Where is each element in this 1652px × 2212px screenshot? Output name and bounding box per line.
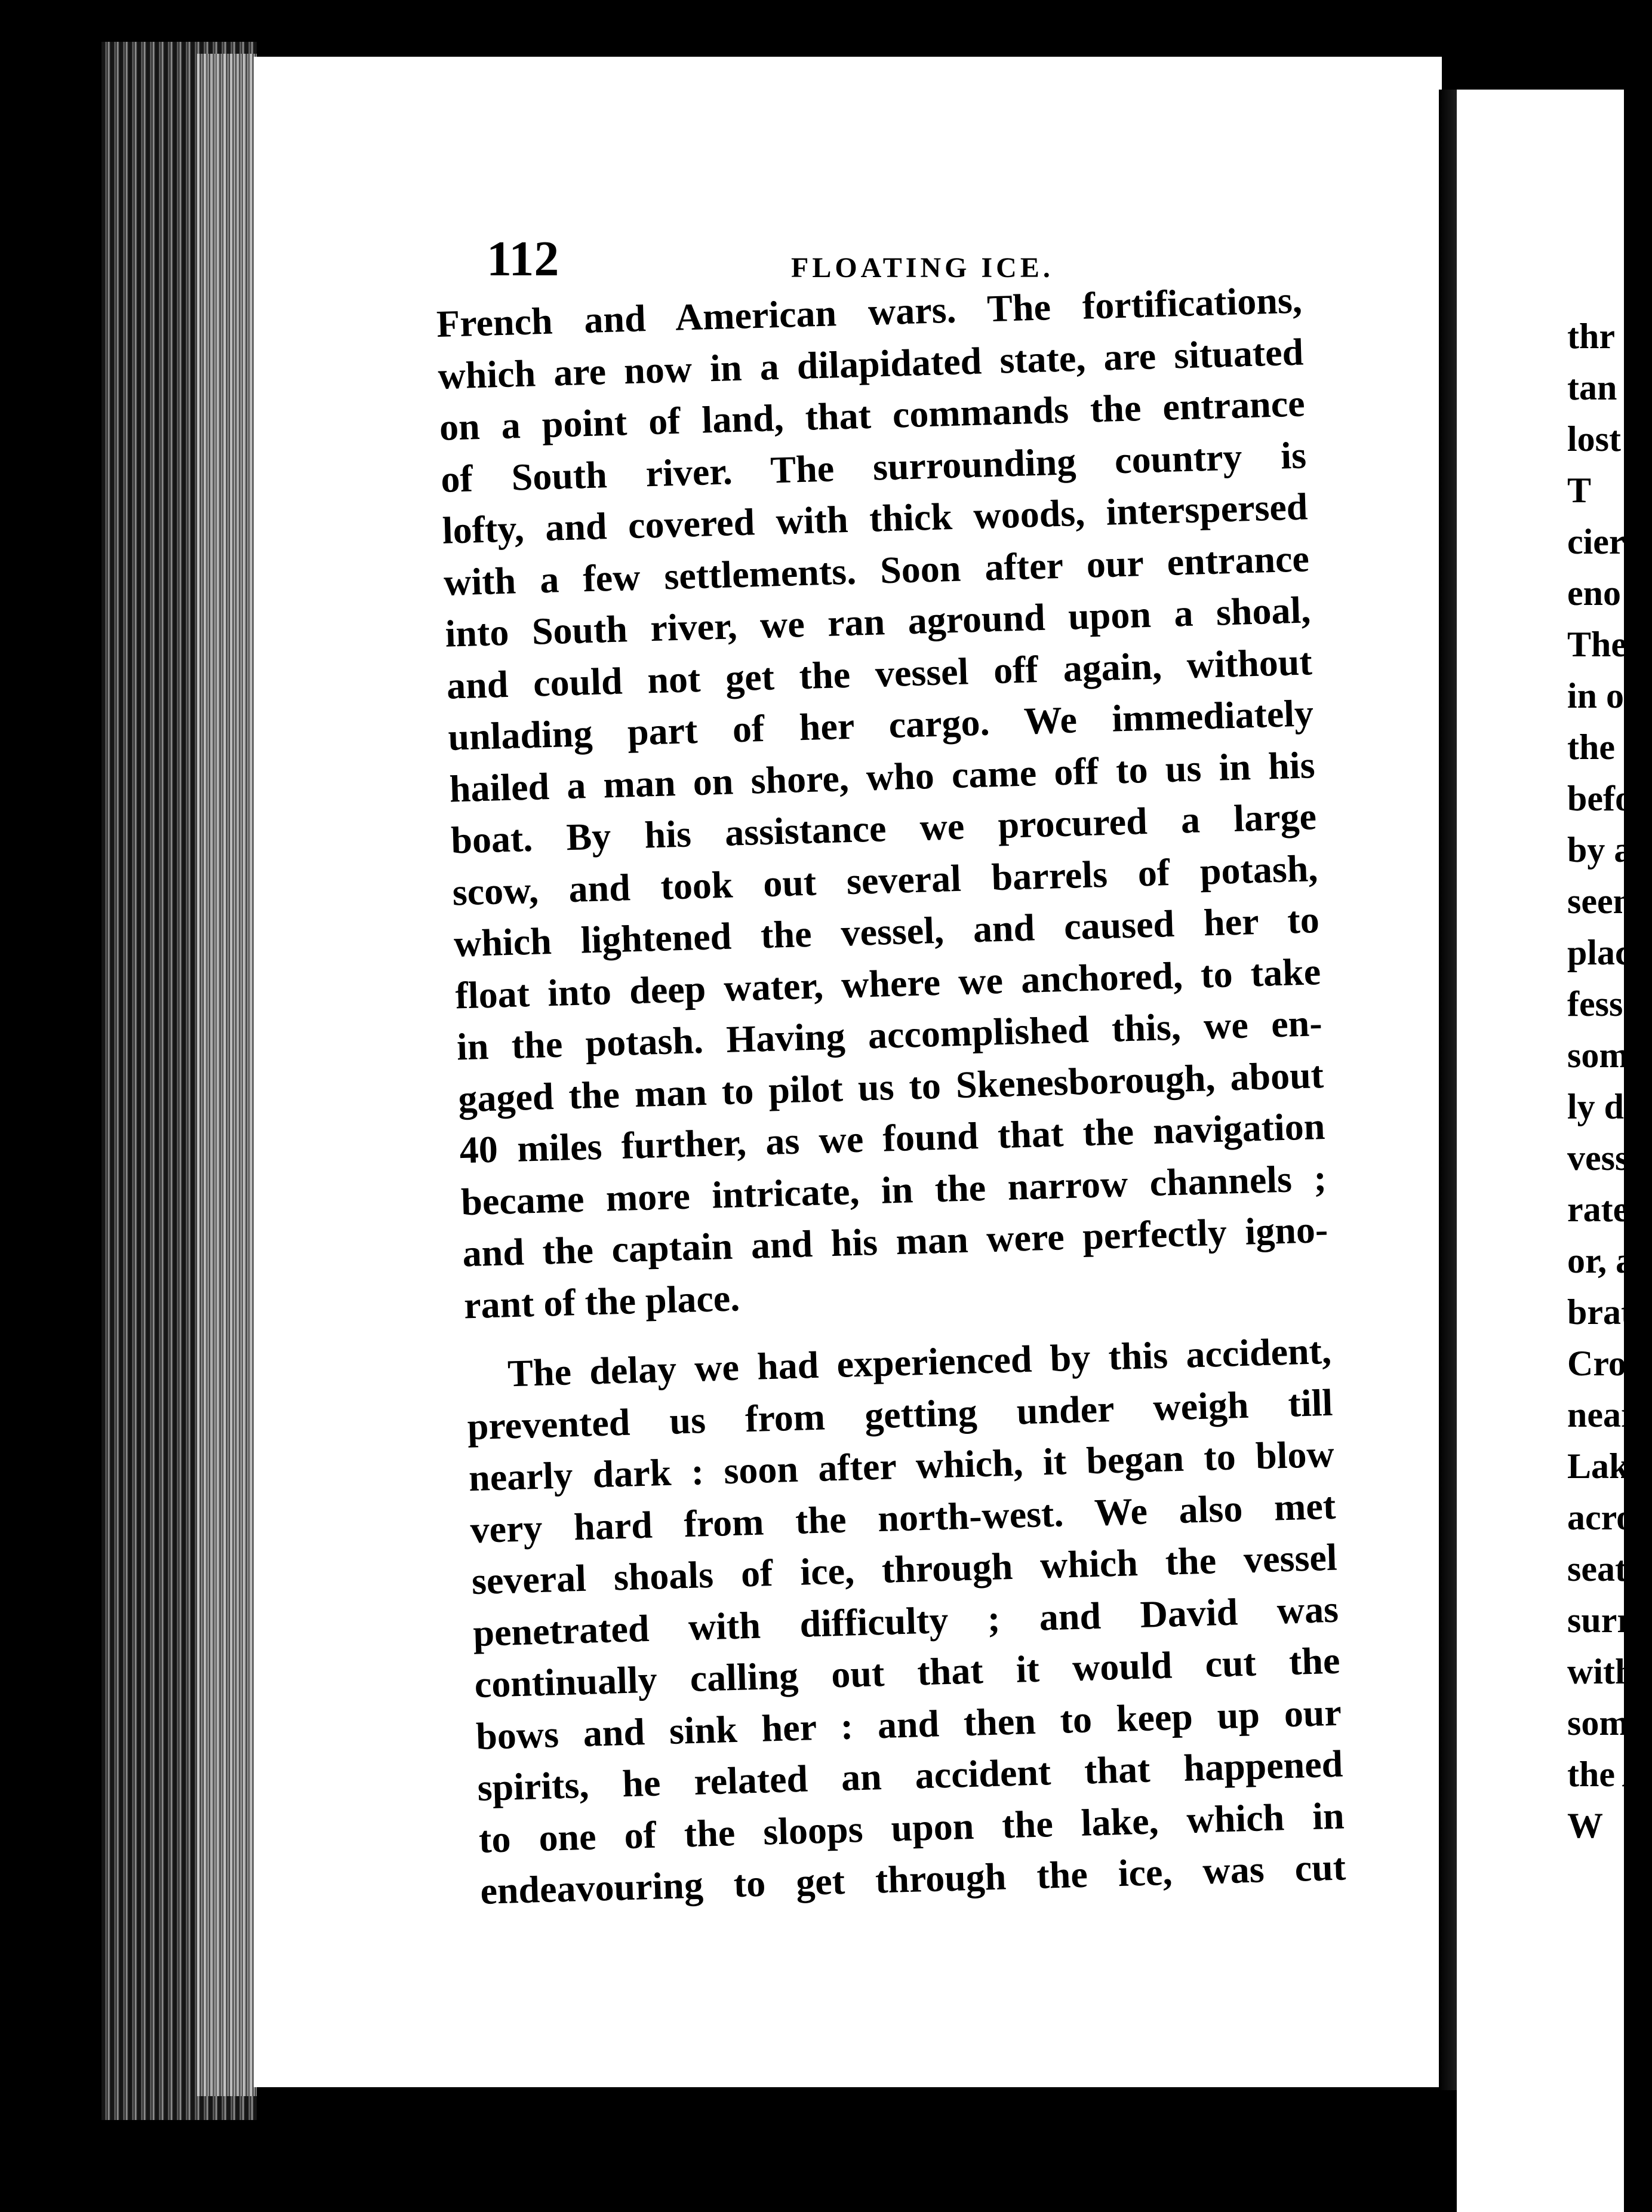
page-edges-inner [197,54,257,2096]
text-line: The delay we had experienced by this accident, [507,1329,1332,1395]
facing-line: seate [1567,1549,1643,1589]
text-line: in the potash. Having accomplished this, we en- [456,1001,1323,1068]
facing-page-text [1567,311,1652,1851]
text-line: penetrated with difficulty ; and David was [472,1587,1339,1654]
facing-line: eno [1567,573,1621,613]
facing-line: W [1567,1806,1603,1845]
text-line: scow, and took out several barrels of potash, [451,846,1319,914]
facing-line: plac [1567,933,1631,972]
body-text [436,275,1346,1918]
facing-line: the A [1567,1755,1648,1794]
facing-line: lost [1567,419,1621,459]
facing-line: befo [1567,779,1633,818]
text-line: 40 miles further, as we found that the navigation [459,1104,1326,1172]
text-line: became more intricate, in the narrow channels ; [460,1156,1327,1223]
running-head: FLOATING ICE. [791,252,1054,284]
facing-line: rate [1567,1190,1629,1229]
text-line: float into deep water, where we anchored, to take [454,950,1322,1017]
facing-line: The [1567,625,1628,664]
facing-line: tan [1567,368,1617,407]
text-line: boat. By his assistance we procured a large [450,795,1317,862]
text-line: very hard from the north-west. We also met [469,1484,1337,1551]
facing-line: or, a [1567,1241,1634,1280]
text-line: nearly dark : soon after which, it began to blow [468,1432,1335,1500]
facing-line: the [1567,727,1615,767]
facing-line: near [1567,1395,1637,1434]
facing-line: vesse [1567,1138,1645,1178]
text-line: rant of the place. [463,1276,741,1326]
text-line: unlading part of her cargo. We immediately [447,692,1314,758]
facing-line: some [1567,1703,1645,1743]
text-line: on a point of land, that commands the entrance [439,382,1306,448]
facing-line: ly da [1567,1087,1642,1126]
facing-line: thr [1567,317,1615,356]
text-line: prevented us from getting under weigh till [466,1381,1334,1448]
text-line: continually calling out that it would cut the [473,1639,1341,1706]
facing-line: surro [1567,1600,1650,1640]
page-number: 112 [487,231,559,287]
text-line: and the captain and his man were perfectly igno- [462,1208,1329,1275]
facing-line: brate [1567,1292,1649,1332]
facing-line: Crow [1567,1344,1652,1383]
text-line: of South river. The surrounding country is [440,433,1307,500]
text-line: which lightened the vessel, and caused her to [453,898,1320,965]
text-line: lofty, and covered with thick woods, interspersed [441,485,1309,552]
text-line: and could not get the vessel off again, without [446,640,1313,707]
facing-line: by a [1567,830,1632,870]
facing-line: T [1567,471,1592,510]
text-line: into South river, we ran aground upon a shoal, [444,588,1312,655]
text-line: spirits, he related an accident that happened [476,1742,1344,1809]
facing-line: fesse [1567,984,1639,1024]
text-line: to one of the sloops upon the lake, which in [478,1794,1345,1861]
facing-line: cier [1567,522,1625,561]
text-line: several shoals of ice, through which the vessel [470,1535,1338,1603]
text-line: gaged the man to pilot us to Skenesborough, about [457,1053,1324,1120]
text-line: hailed a man on shore, who came off to us in his [448,743,1316,810]
facing-line: seen [1567,881,1633,921]
facing-line: acros [1567,1498,1648,1537]
text-line: French and American wars. The fortifications, [436,278,1303,345]
text-line: endeavouring to get through the ice, was cut [479,1845,1346,1912]
facing-line: with [1567,1652,1635,1691]
text-line: bows and sink her : and then to keep up our [475,1691,1342,1758]
facing-line: in o [1567,676,1625,715]
facing-line: Lake [1567,1446,1645,1486]
text-line: with a few settlements. Soon after our entrance [443,536,1310,604]
facing-line: some [1567,1036,1645,1075]
text-line: which are now in a dilapidated state, are situated [437,330,1305,397]
